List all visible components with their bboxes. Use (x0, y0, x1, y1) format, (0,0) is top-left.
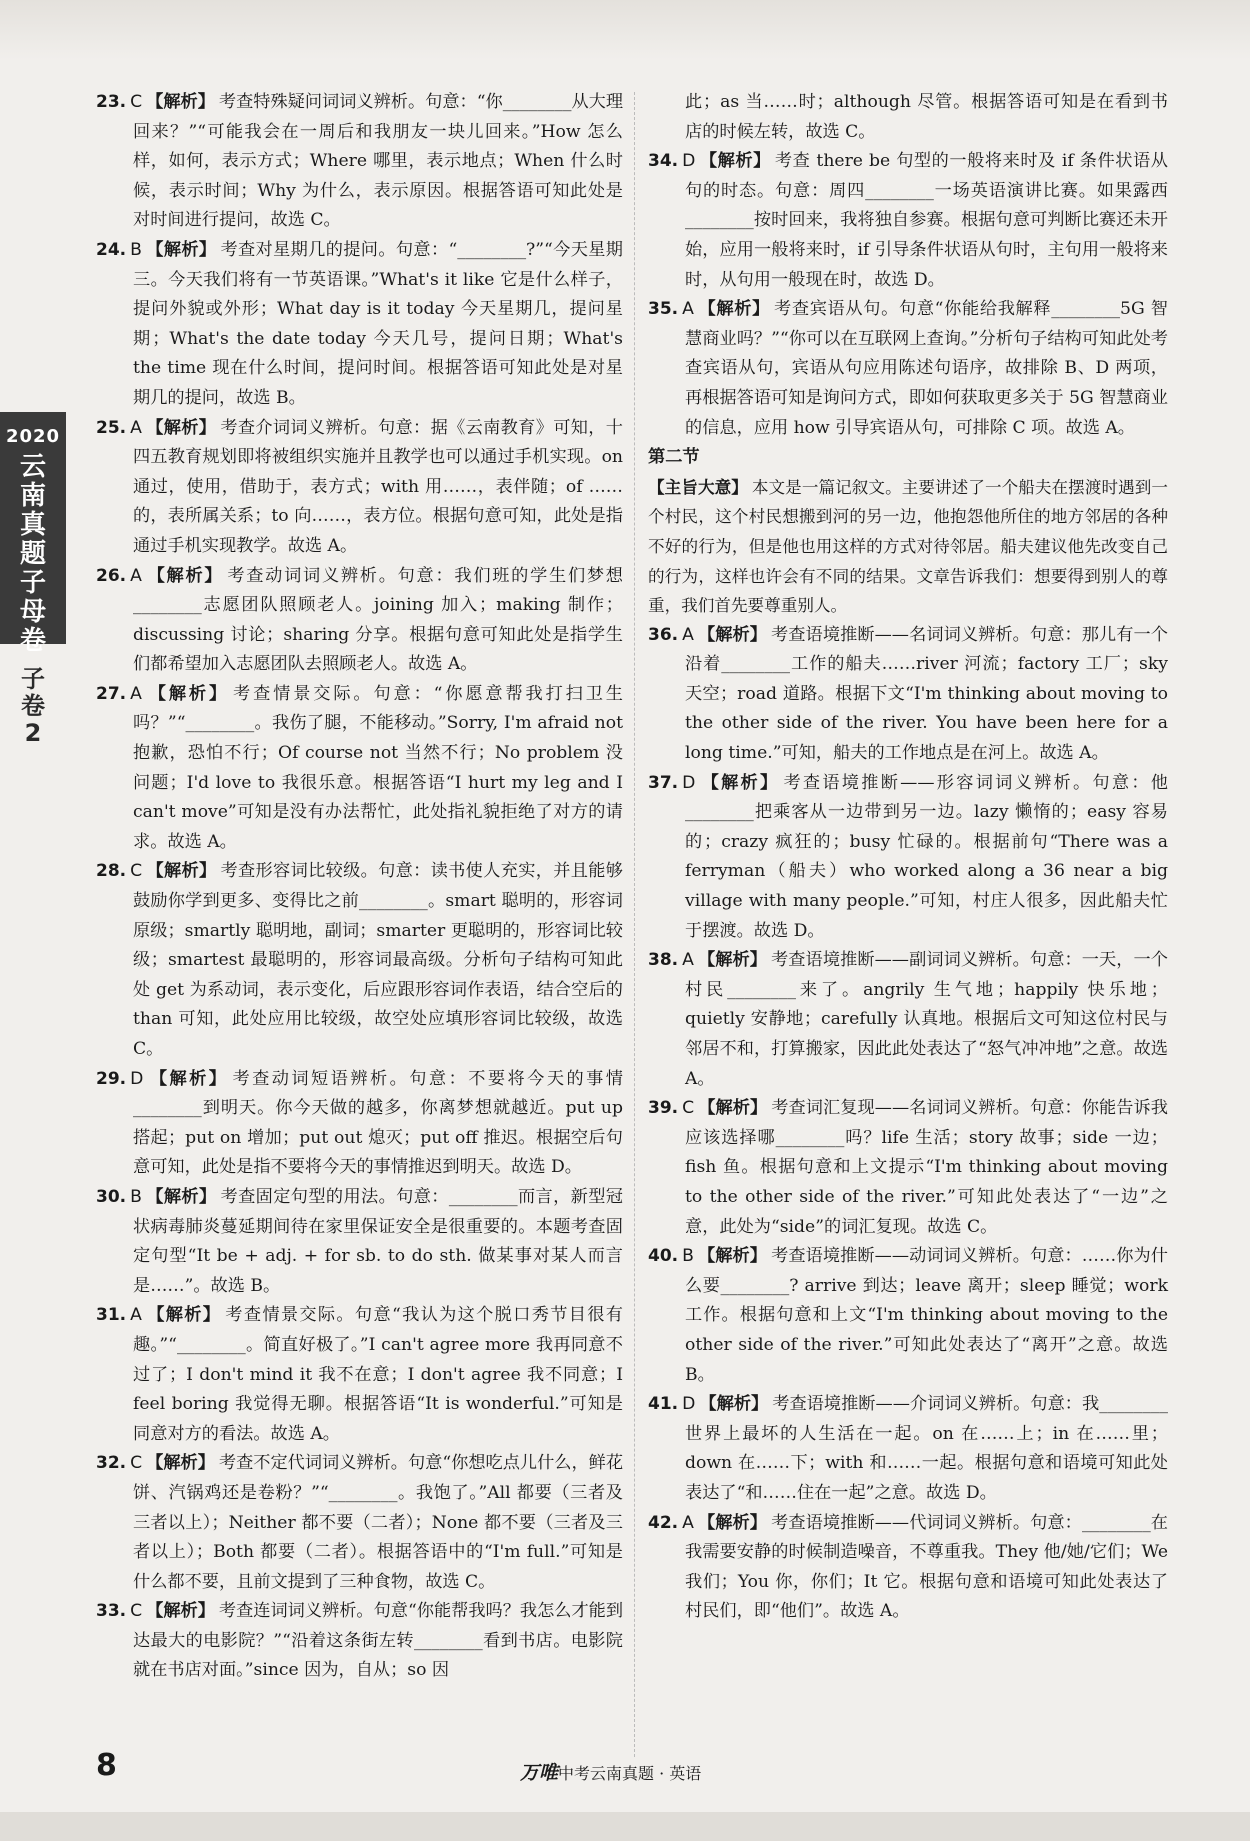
q33-continuation: 此；as 当……时；although 尽管。根据答语可知是在看到书店的时候左转，故选 C。 (685, 92, 1168, 142)
answer-item (96, 414, 623, 562)
sidebar-subtitle-char: 2 (24, 719, 42, 747)
question-number: 40. (648, 1246, 679, 1267)
summary-label: 【主旨大意】 (648, 477, 748, 497)
question-number: 31. (96, 1305, 127, 1326)
answer-letter: D (682, 151, 696, 172)
right-items-a (648, 147, 1168, 443)
answer-letter: C (682, 1098, 695, 1119)
analysis-tag: 【解析】 (145, 683, 230, 704)
brand-logo: 万唯 (520, 1762, 559, 1784)
analysis-text: 考查语境推断——介词词义辨析。句意：我________世界上最坏的人生活在一起。on 在……上；in 在……里；down 在……下；with 和……一起。根据句意和语境可知此处表达了“和……住在一起”之意。故选 D。 (685, 1394, 1168, 1503)
question-number: 25. (96, 417, 127, 438)
analysis-tag: 【解析】 (146, 92, 215, 112)
answer-item (96, 1597, 623, 1686)
page-top-shadow (0, 0, 1250, 60)
answer-item (96, 1449, 623, 1597)
sidebar-subtitle-char: 子 (21, 665, 45, 693)
answer-letter: A (130, 683, 142, 704)
sidebar-title-char: 真 (19, 510, 46, 540)
analysis-tag: 【解析】 (145, 1186, 217, 1207)
analysis-text: 考查动词短语辨析。句意：不要将今天的事情________到明天。你今天做的越多，你离梦想就越近。put up 搭起；put on 增加；put out 熄灭；put off 推迟。根据空后句意可知，此处是指不要将今天的事情推迟到明天。故选 D。 (133, 1068, 623, 1178)
answer-letter: A (682, 950, 694, 971)
answer-letter: C (130, 92, 143, 112)
answer-item (648, 147, 1168, 295)
answer-item (96, 236, 623, 414)
question-number: 29. (96, 1068, 127, 1089)
analysis-tag: 【解析】 (145, 565, 224, 586)
analysis-tag: 【解析】 (145, 239, 217, 260)
answer-item (96, 1301, 623, 1449)
analysis-tag: 【解析】 (145, 417, 217, 438)
question-number: 38. (648, 950, 679, 971)
analysis-text: 考查语境推断——名词词义辨析。句意：那儿有一个沿着________工作的船夫……river 河流；factory 工厂；sky 天空；road 道路。根据下文“I'm thinking about moving to the other side of the river. You have been here for a long time.”可知，船夫的工作地点是在河上。故选 A。 (685, 624, 1168, 764)
analysis-tag: 【解析】 (699, 151, 771, 172)
analysis-text: 考查不定代词词义辨析。句意“你想吃点儿什么，鲜花饼、汽锅鸡还是卷粉？”“________。我饱了。”All 都要（三者及三者以上）；Neither 都不要（二者）；None 都不要（三者及三者以上）；Both 都要（二者）。根据答语中的“I'm full.”可知是什么都不要，且前文提到了三种食物，故选 C。 (133, 1453, 624, 1592)
analysis-tag: 【解析】 (146, 1453, 215, 1474)
analysis-text: 考查动词词义辨析。句意：我们班的学生们梦想________志愿团队照顾老人。joining 加入；making 制作；discussing 讨论；sharing 分享。根据句意可知此处是指学生们都希望加入志愿团队去照顾老人。故选 A。 (133, 565, 623, 675)
question-number: 24. (96, 239, 127, 260)
answer-letter: C (130, 1601, 143, 1622)
answer-letter: A (682, 624, 694, 645)
answer-letter: A (130, 565, 142, 586)
analysis-text: 考查情景交际。句意“我认为这个脱口秀节目很有趣。”“________。简直好极了。”I can't agree more 我再同意不过了；I don't mind it 我不在意；I don't agree 我不同意；I feel boring 我觉得无聊。根据答语“It is wonderful.”可知是同意对方的看法。故选 A。 (133, 1305, 623, 1444)
footer-series: 中考云南真题 · 英语 (558, 1764, 702, 1783)
analysis-tag: 【解析】 (697, 1246, 768, 1267)
question-number: 23. (96, 92, 127, 112)
question-number: 32. (96, 1453, 127, 1474)
bottom-edge (0, 1812, 1250, 1841)
answer-letter: A (682, 299, 694, 320)
answer-letter: D (130, 1068, 144, 1089)
question-number: 26. (96, 565, 127, 586)
sidebar-subtitle-char: 卷 (21, 692, 45, 720)
answer-letter: D (682, 1394, 696, 1415)
question-number: 27. (96, 683, 127, 704)
question-number: 37. (648, 772, 679, 793)
sidebar-title-box (0, 412, 66, 656)
sidebar-title-char: 卷 (19, 626, 46, 656)
analysis-text: 考查连词词义辨析。句意“你能帮我吗？我怎么才能到达最大的电影院？”“沿着这条街左转________看到书店。电影院就在书店对面。”since 因为，自从；so 因 (133, 1601, 624, 1681)
footer-brand (520, 1758, 701, 1785)
summary-text: 本文是一篇记叙文。主要讲述了一个船夫在摆渡时遇到一个村民，这个村民想搬到河的另一边，他抱怨他所住的地方邻居的各种不好的行为，但是他也用这样的方式对待邻居。船夫建议他先改变自己的行为，这样也许会有不同的结果。文章告诉我们：想要得到别人的尊重，我们首先要尊重别人。 (648, 477, 1169, 616)
question-number: 30. (96, 1186, 127, 1207)
answer-item (96, 1183, 623, 1301)
answer-item (96, 680, 623, 858)
answer-item (648, 1094, 1168, 1242)
right-items-b (648, 621, 1168, 1627)
analysis-tag: 【解析】 (145, 1305, 222, 1326)
answer-item (648, 1509, 1168, 1627)
answer-item (96, 857, 623, 1064)
summary-paragraph (648, 473, 1168, 621)
analysis-text: 考查词汇复现——名词词义辨析。句意：你能告诉我应该选择哪________吗？life 生活；story 故事；side 一边；fish 鱼。根据句意和上文提示“I'm thinking about moving to the other side of the river.”可知此处表达了“一边”之意，此处为“side”的词汇复现。故选 C。 (685, 1098, 1168, 1237)
answer-letter: B (130, 1186, 142, 1207)
analysis-text: 考查形容词比较级。句意：读书使人充实，并且能够鼓励你学到更多、变得比之前________。smart 聪明的，形容词原级；smartly 聪明地，副词；smarter 更聪明的，形容词比较级；smartest 最聪明的，形容词最高级。分析句子结构可知此处 get 为系动词，表示变化，后应跟形容词作表语，结合空后的 than 可知，此处应用比较级，故空处应填形容词比较级，故选 C。 (133, 861, 623, 1059)
analysis-tag: 【解析】 (697, 624, 768, 645)
analysis-text: 考查情景交际。句意：“你愿意帮我打扫卫生吗？”“________。我伤了腿，不能移动。”Sorry, I'm afraid not 抱歉，恐怕不行；Of course not 当然不行；No problem 没问题；I'd love to 我很乐意。根据答语“I hurt my leg and I can't move”可知是没有办法帮忙，此处指礼貌拒绝了对方的请求。故选 A。 (133, 683, 623, 852)
answer-letter: A (130, 417, 142, 438)
analysis-text: 考查宾语从句。句意“你能给我解释________5G 智慧商业吗？”“你可以在互联网上查询。”分析句子结构可知此处考查宾语从句，宾语从句应用陈述句语序，故排除 B、D 两项，再根据答语可知是询问方式，即如何获取更多关于 5G 智慧商业的信息，应用 how 引导宾语从句，可排除 C 项。故选 A。 (685, 299, 1168, 438)
left-column (96, 88, 623, 1686)
sidebar-subtitle (0, 666, 66, 747)
answer-letter: B (682, 1246, 694, 1267)
answer-item (648, 1242, 1168, 1390)
analysis-tag: 【解析】 (147, 1068, 229, 1089)
analysis-text: 考查对星期几的提问。句意：“________?”“今天星期三。今天我们将有一节英语课。”What's it like 它是什么样子，提问外貌或外形；What day is it today 今天星期几，提问星期；What's the date today 今天几号，提问日期；What's the time 现在什么时间，提问时间。根据答语可知此处是对星期几的提问，故选 B。 (133, 239, 623, 408)
analysis-text: 考查介词词义辨析。句意：据《云南教育》可知，十四五教育规划即将被组织实施并且教学也可以通过手机实现。on 通过，使用，借助于，表方式；with 用……，表伴随；of ……的，表所属关系；to 向……，表方位。根据句意可知，此处是指通过手机实现教学。故选 A。 (133, 417, 623, 556)
sidebar-year: 2020 (5, 426, 61, 447)
question-number: 34. (648, 151, 679, 172)
question-number: 36. (648, 624, 679, 645)
analysis-text: 考查语境推断——副词词义辨析。句意：一天，一个村民________来了。angrily 生气地；happily 快乐地；quietly 安静地；carefully 认真地。根据后文可知这位村民与邻居不和，打算搬家，因此此处表达了“怒气冲冲地”之意。故选 A。 (685, 950, 1168, 1089)
answer-item (96, 1065, 623, 1183)
analysis-tag: 【解析】 (146, 861, 217, 882)
answer-item (648, 946, 1168, 1094)
analysis-tag: 【解析】 (698, 1098, 768, 1119)
analysis-tag: 【解析】 (699, 1394, 769, 1415)
analysis-text: 考查语境推断——形容词词义辨析。句意：他________把乘客从一边带到另一边。lazy 懒惰的；easy 容易的；crazy 疯狂的；busy 忙碌的。根据前句“There was a ferryman（船夫）who worked along a 36 near a big village with many people.”可知，村庄人很多，因此船夫忙于摆渡。故选 D。 (685, 772, 1168, 941)
sidebar-title-char: 云 (19, 452, 46, 482)
answer-item (648, 769, 1168, 947)
analysis-tag: 【解析】 (697, 950, 768, 971)
sidebar-title-char: 南 (19, 481, 46, 511)
question-number: 39. (648, 1098, 679, 1119)
question-number: 33. (96, 1601, 127, 1622)
sidebar-title-char: 子 (19, 568, 46, 598)
section-heading: 第二节 (648, 447, 700, 468)
analysis-tag: 【解析】 (697, 299, 770, 320)
question-number: 41. (648, 1394, 679, 1415)
sidebar (0, 0, 70, 1841)
answer-letter: A (130, 1305, 142, 1326)
answer-letter: D (682, 772, 696, 793)
question-number: 35. (648, 299, 679, 320)
analysis-tag: 【解析】 (146, 1601, 215, 1622)
answer-item (96, 562, 623, 680)
answer-letter: A (682, 1512, 694, 1533)
column-divider (634, 92, 635, 1757)
sidebar-title-char: 母 (19, 597, 46, 627)
question-number: 28. (96, 861, 127, 882)
answer-letter: C (130, 1453, 143, 1474)
answer-item (96, 88, 623, 236)
answer-letter: C (130, 861, 143, 882)
question-number: 42. (648, 1512, 679, 1533)
analysis-text: 考查固定句型的用法。句意：________而言，新型冠状病毒肺炎蔓延期间待在家里保证安全是很重要的。本题考查固定句型“It be + adj. + for sb. to do sth. 做某事对某人而言是……”。故选 B。 (133, 1186, 623, 1296)
answer-item (648, 621, 1168, 769)
answer-item (648, 295, 1168, 443)
sidebar-title-char: 题 (19, 539, 46, 569)
analysis-text: 考查语境推断——动词词义辨析。句意：……你为什么要________? arrive 到达；leave 离开；sleep 睡觉；work 工作。根据句意和上文“I'm thinking about moving to the other side of the river.”可知此处表达了“离开”之意。故选 B。 (685, 1246, 1168, 1385)
answer-item (648, 1390, 1168, 1508)
sidebar-title (0, 453, 66, 656)
analysis-text: 考查特殊疑问词词义辨析。句意：“你________从大理回来？”“可能我会在一周后和我朋友一块儿回来。”How 怎么样，如何，表示方式；Where 哪里，表示地点；When 什么时候，表示时间；Why 为什么，表示原因。根据答语可知此处是对时间进行提问，故选 C。 (133, 92, 624, 231)
analysis-tag: 【解析】 (697, 1512, 768, 1533)
page-number: 8 (96, 1748, 117, 1783)
answer-letter: B (130, 239, 142, 260)
analysis-text: 考查语境推断——代词词义辨析。句意：________在我需要安静的时候制造噪音，不尊重我。They 他/她/它们；We 我们；You 你，你们；It 它。根据句意和语境可知此处表达了村民们，即“他们”。故选 A。 (685, 1512, 1168, 1622)
right-column (648, 88, 1168, 1627)
analysis-tag: 【解析】 (699, 772, 780, 793)
analysis-text: 考查 there be 句型的一般将来时及 if 条件状语从句的时态。句意：周四________一场英语演讲比赛。如果露西________按时回来，我将独自参赛。根据句意可判断比赛还未开始，应用一般将来时，if 引导条件状语从句时，主句用一般将来时，从句用一般现在时，故选 D。 (685, 151, 1168, 290)
